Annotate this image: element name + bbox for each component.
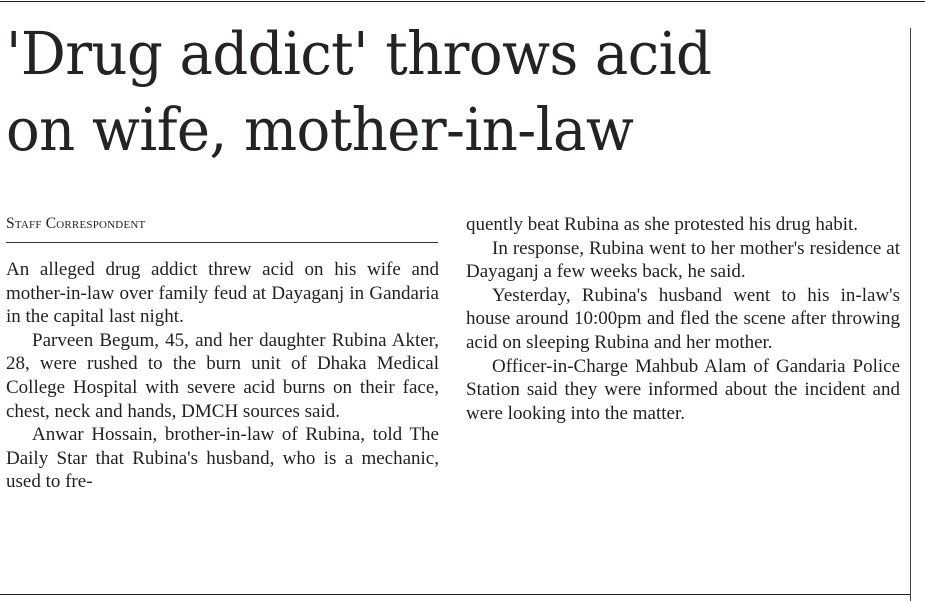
top-rule bbox=[0, 1, 925, 2]
headline-line-1: 'Drug addict' throws acid bbox=[6, 19, 712, 88]
paragraph: Yesterday, Rubina's husband went to his in-law's house around 10:00pm and fled the scene after throwing acid on sleeping Rubina and her mother. bbox=[466, 284, 900, 353]
headline-line-2: on wife, mother-in-law bbox=[6, 95, 634, 164]
article-column-left bbox=[6, 258, 439, 494]
column-divider-rule bbox=[910, 28, 911, 601]
bottom-rule bbox=[0, 594, 910, 595]
paragraph: Parveen Begum, 45, and her daughter Rubina Akter, 28, were rushed to the burn unit of Dhaka Medical College Hospital with severe acid burns on their face, chest, neck and hands, DMCH sources said. bbox=[6, 329, 439, 422]
byline: Staff Correspondent bbox=[6, 215, 146, 232]
byline-rule bbox=[6, 242, 438, 243]
paragraph: Officer-in-Charge Mahbub Alam of Gandaria Police Station said they were informed about the incident and were looking into the matter. bbox=[466, 355, 900, 424]
paragraph: quently beat Rubina as she protested his drug habit. bbox=[466, 214, 859, 235]
paragraph: An alleged drug addict threw acid on his wife and mother-in-law over family feud at Dayaganj in Gandaria in the capital last night. bbox=[6, 259, 439, 328]
article-column-right bbox=[466, 213, 900, 425]
paragraph: In response, Rubina went to her mother's residence at Dayaganj a few weeks back, he said. bbox=[466, 237, 900, 283]
headline bbox=[6, 16, 861, 168]
paragraph: Anwar Hossain, brother-in-law of Rubina, told The Daily Star that Rubina's husband, who is a mechanic, used to fre- bbox=[6, 424, 439, 493]
